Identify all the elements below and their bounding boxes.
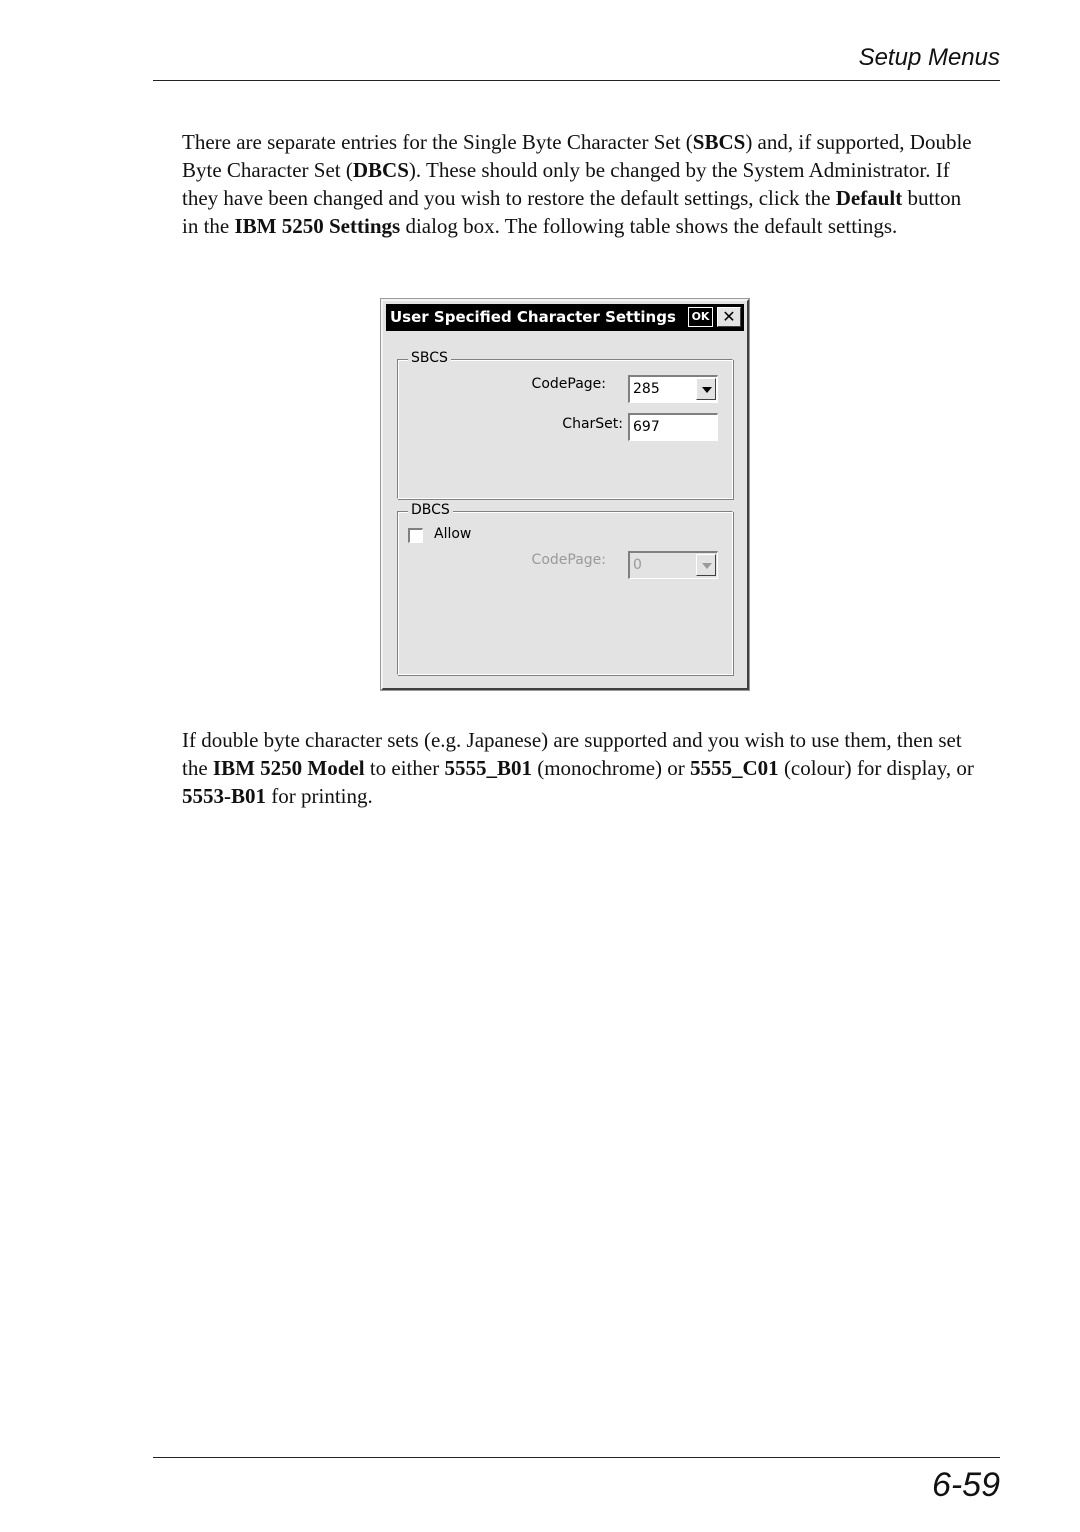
dbcs-codepage-label: CodePage: — [531, 552, 606, 568]
close-button[interactable] — [717, 307, 741, 327]
sbcs-codepage-value: 285 — [633, 381, 660, 397]
character-settings-dialog — [381, 299, 749, 690]
text-run: ). These should only be changed by the System Administrator. If they have been changed and you wish to restore the default settings, click the — [182, 158, 950, 210]
dbcs-group — [397, 502, 733, 675]
text-run: If double byte character sets (e.g. Japanese) are supported and you wish to use them, then set the — [182, 728, 962, 780]
text-run: There are separate entries for the Single Byte Character Set ( — [182, 130, 693, 154]
term-sbcs: SBCS — [692, 130, 746, 154]
text-run: ) and, if supported, Double Byte Character Set ( — [182, 130, 972, 182]
text-run: button in the — [182, 186, 962, 238]
text-run: (colour) for display, or — [778, 756, 974, 780]
text-run: dialog box. The following table shows the default settings. — [400, 214, 898, 238]
term-default: Default — [835, 186, 903, 210]
dbcs-codepage-select — [628, 551, 718, 579]
term-ibm-5250-model: IBM 5250 Model — [212, 756, 365, 780]
dbcs-legend: DBCS — [408, 501, 453, 519]
term-5555-b01: 5555_B01 — [444, 756, 532, 780]
footer-rule — [153, 1457, 1000, 1458]
allow-label: Allow — [434, 526, 472, 542]
dbcs-paragraph — [182, 726, 982, 810]
dbcs-codepage-value: 0 — [633, 557, 642, 573]
sbcs-legend: SBCS — [408, 349, 451, 367]
allow-checkbox[interactable] — [408, 528, 423, 543]
ok-button[interactable]: OK — [688, 307, 713, 327]
dialog-title: User Specified Character Settings — [390, 308, 676, 326]
term-ibm-5250-settings: IBM 5250 Settings — [234, 214, 401, 238]
text-run: to either — [364, 756, 445, 780]
term-dbcs: DBCS — [352, 158, 409, 182]
close-icon: ✕ — [722, 307, 736, 326]
text-run: for printing. — [266, 784, 373, 808]
intro-paragraph — [182, 128, 982, 240]
term-5555-c01: 5555_C01 — [690, 756, 779, 780]
text-run: (monochrome) or — [531, 756, 691, 780]
dialog-titlebar — [386, 304, 744, 331]
sbcs-group — [397, 350, 733, 499]
sbcs-codepage-label: CodePage: — [531, 376, 606, 392]
chevron-down-icon[interactable] — [696, 378, 716, 400]
sbcs-codepage-select[interactable] — [628, 375, 718, 403]
term-5553-b01: 5553-B01 — [182, 784, 266, 808]
sbcs-charset-input[interactable]: 697 — [628, 413, 718, 441]
header-rule — [153, 80, 1000, 81]
chevron-down-icon — [696, 554, 716, 576]
running-header-title: Setup Menus — [858, 44, 1000, 71]
page-number: 6-59 — [931, 1466, 1000, 1504]
sbcs-charset-label: CharSet: — [562, 416, 623, 432]
